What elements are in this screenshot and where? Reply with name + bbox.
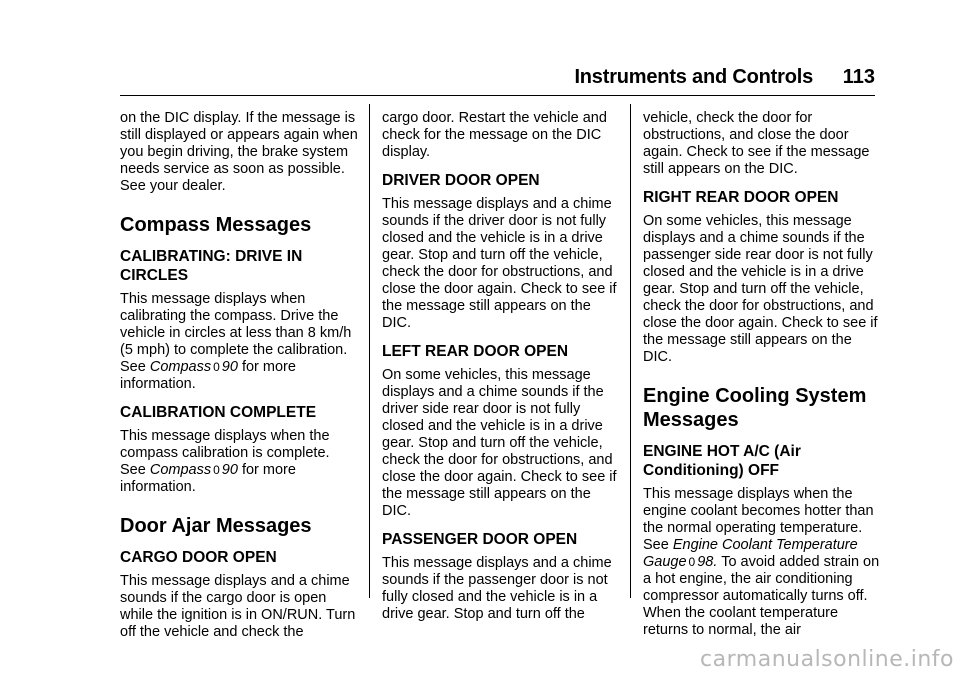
header-title: Instruments and Controls xyxy=(574,66,813,88)
heading-passenger-door: PASSENGER DOOR OPEN xyxy=(382,531,578,548)
section-title-door-ajar: Door Ajar Messages xyxy=(120,515,312,537)
heading-calibrating: CALIBRATING: DRIVE IN CIRCLES xyxy=(120,248,303,284)
engine-hot-paragraph xyxy=(643,486,881,639)
for-more-text: for more information. xyxy=(120,359,296,392)
compass-reference-link[interactable]: Compass xyxy=(149,462,212,478)
calibrating-paragraph xyxy=(120,291,358,393)
column-3 xyxy=(643,110,881,639)
see-label: See xyxy=(643,537,669,553)
coolant-gauge-reference-link[interactable]: Engine Coolant Temperature Gauge xyxy=(643,537,858,570)
heading-calibration-complete: CALIBRATION COMPLETE xyxy=(120,404,317,421)
passenger-paragraph: This message displays and a chime sounds if the passenger door is not fully closed and the vehicle is in a drive gear. Stop and turn off the xyxy=(382,555,612,622)
heading-driver-door: DRIVER DOOR OPEN xyxy=(382,172,540,189)
column-1 xyxy=(120,110,358,641)
page-header xyxy=(120,66,875,96)
calibration-complete-paragraph xyxy=(120,428,358,496)
engine-hot-text-1: This message displays when the engine coolant becomes hotter than the normal operating temperature. xyxy=(643,486,874,536)
section-title-engine-cooling: Engine Cooling System Messages xyxy=(643,385,867,431)
coolant-gauge-page-ref[interactable]: 98. xyxy=(697,554,718,570)
intro-paragraph: on the DIC display. If the message is still displayed or appears again when you begin driving, the brake system needs service as soon as possible. See your dealer. xyxy=(120,110,358,194)
see-label: See xyxy=(120,462,146,478)
column-2 xyxy=(382,110,620,623)
engine-hot-text-2: To avoid added strain on a hot engine, the air conditioning compressor automatically turns off. When the coolant temperature returns to normal, the air xyxy=(643,554,880,638)
compass-page-ref[interactable]: 90 xyxy=(221,359,238,375)
cargo-paragraph: This message displays and a chime sounds if the cargo door is open while the ignition is in ON/RUN. Turn off the vehicle and check the xyxy=(120,573,356,640)
page-ref-icon: 0 xyxy=(688,555,696,569)
driver-paragraph: This message displays and a chime sounds if the driver door is not fully closed and the vehicle is in a drive gear. Stop and turn off the vehicle, check the door for obstructions, and close the door again. Check to see if the message still appears on the DIC. xyxy=(382,196,617,331)
section-title-compass: Compass Messages xyxy=(120,214,312,236)
cargo-continued-paragraph: cargo door. Restart the vehicle and check for the message on the DIC display. xyxy=(382,110,607,160)
compass-reference-link[interactable]: Compass xyxy=(149,359,212,375)
heading-right-rear-door: RIGHT REAR DOOR OPEN xyxy=(643,189,839,206)
page-number: 113 xyxy=(842,66,875,88)
calibration-complete-text: This message displays when the compass calibration is complete. xyxy=(120,428,330,461)
heading-cargo-door: CARGO DOOR OPEN xyxy=(120,549,277,566)
watermark: carmanualsonline.info xyxy=(700,647,954,672)
left-rear-paragraph: On some vehicles, this message displays and a chime sounds if the driver side rear door is not fully closed and the vehicle is in a drive gear. Stop and turn off the vehicle, check the door for obstructions, and close the door again. Check to see if the message still appears on the DIC. xyxy=(382,367,617,519)
heading-engine-hot: ENGINE HOT A/C (Air Conditioning) OFF xyxy=(643,443,801,479)
column-divider-2 xyxy=(630,104,631,598)
right-rear-paragraph: On some vehicles, this message displays and a chime sounds if the passenger side rear door is not fully closed and the vehicle is in a drive gear. Stop and turn off the vehicle, check the door for obstructions, and close the door again. Check to see if the message still appears on the DIC. xyxy=(643,213,878,365)
calibrating-text: This message displays when calibrating the compass. Drive the vehicle in circles at less than 8 km/h (5 mph) to complete the calibration. xyxy=(120,291,352,358)
compass-page-ref[interactable]: 90 xyxy=(221,462,238,478)
page-ref-icon: 0 xyxy=(213,360,220,374)
for-more-text: for more information. xyxy=(120,462,296,495)
passenger-continued-paragraph: vehicle, check the door for obstructions, and close the door again. Check to see if the message still appears on the DIC. xyxy=(643,110,870,177)
heading-left-rear-door: LEFT REAR DOOR OPEN xyxy=(382,343,569,360)
see-label: See xyxy=(120,359,146,375)
page-ref-icon: 0 xyxy=(213,463,220,477)
header-rule xyxy=(120,95,875,96)
column-divider-1 xyxy=(369,104,370,598)
